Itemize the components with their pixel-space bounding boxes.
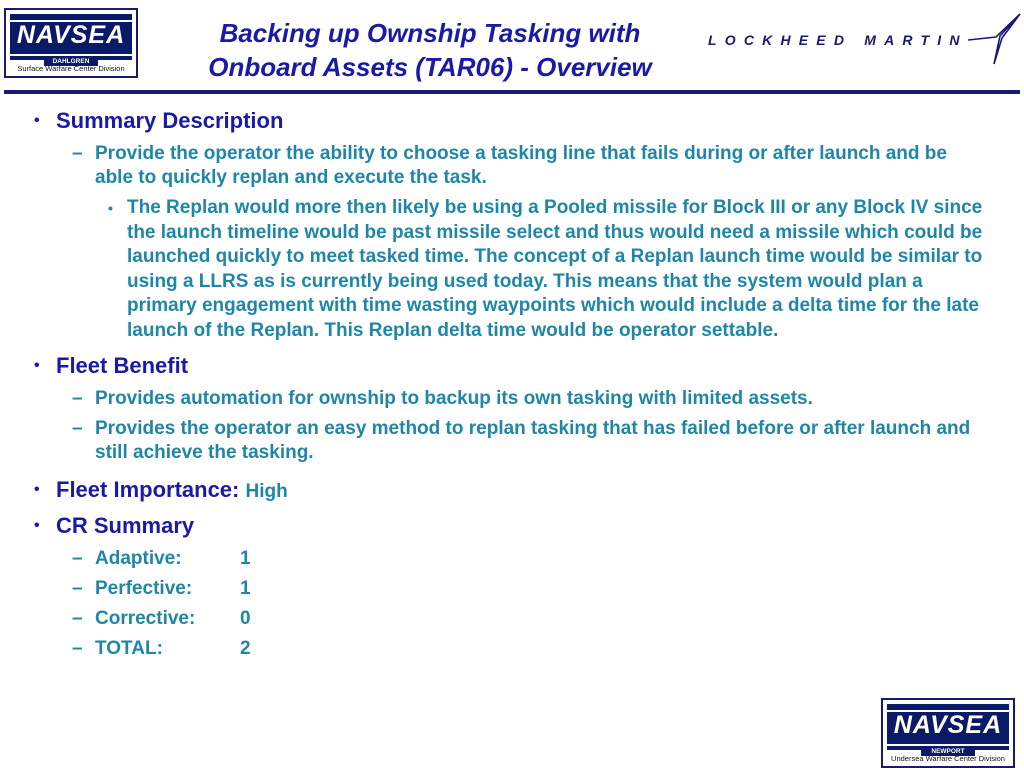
bullet-cr-summary	[0, 513, 1024, 539]
benefit-point: Provides automation for ownship to backup its own tasking with limited assets.	[95, 388, 813, 409]
navsea-logo-field	[887, 704, 1009, 750]
title-line-2: Onboard Assets (TAR06) - Overview	[208, 52, 652, 82]
cr-row	[0, 577, 1024, 601]
heading-cr-summary: CR Summary	[56, 513, 195, 538]
cr-label: TOTAL:	[95, 638, 163, 659]
lockheed-martin-wordmark: LOCKHEED MARTIN	[708, 32, 968, 48]
bullet-dash: –	[72, 608, 83, 629]
bullet-dot: •	[108, 200, 113, 216]
cr-value: 1	[240, 578, 251, 599]
navsea-logo-field	[10, 14, 132, 60]
title-line-1: Backing up Ownship Tasking with	[219, 18, 641, 48]
bullet-dot: •	[34, 112, 40, 129]
logo-word: NAVSEA	[893, 711, 1003, 739]
logo-stripe	[887, 744, 1009, 746]
cr-row	[0, 607, 1024, 631]
slide-title	[160, 16, 700, 84]
bullet-dash: –	[72, 578, 83, 599]
logo-stripe	[10, 54, 132, 56]
cr-row	[0, 547, 1024, 571]
sub-bullet-benefit	[0, 417, 1024, 465]
cr-row	[0, 637, 1024, 661]
navsea-dahlgren-logo	[4, 8, 138, 78]
sub-bullet-benefit	[0, 387, 1024, 411]
bullet-dot: •	[34, 481, 40, 498]
heading-summary: Summary Description	[56, 108, 284, 133]
cr-label: Corrective:	[95, 608, 196, 629]
logo-word: NAVSEA	[16, 21, 126, 49]
logo-division: Surface Warfare Center Division	[17, 64, 125, 73]
bullet-dash: –	[72, 143, 83, 164]
bullet-summary-description	[0, 108, 1024, 134]
lockheed-star-icon	[966, 6, 1022, 66]
bullet-fleet-importance	[0, 477, 1024, 505]
bullet-dash: –	[72, 638, 83, 659]
importance-label: Fleet Importance:	[56, 477, 240, 502]
bullet-dot: •	[34, 517, 40, 534]
lockheed-martin-logo	[708, 6, 1020, 66]
cr-value: 0	[240, 608, 251, 629]
sub-bullet-summary	[0, 142, 1024, 190]
summary-point: Provide the operator the ability to choose a tasking line that fails during or after launch and be able to quickly replan and execute the task.	[95, 143, 947, 188]
cr-label: Adaptive:	[95, 548, 182, 569]
bullet-dot: •	[34, 357, 40, 374]
bullet-dash: –	[72, 548, 83, 569]
sub-sub-bullet-replan	[0, 196, 1024, 343]
heading-benefit: Fleet Benefit	[56, 353, 189, 378]
bullet-dash: –	[72, 418, 83, 439]
navsea-newport-logo	[881, 698, 1015, 768]
logo-tag: NEWPORT	[921, 748, 975, 756]
importance-value: High	[245, 481, 288, 502]
slide-body	[0, 108, 1024, 667]
bullet-fleet-benefit	[0, 353, 1024, 379]
header-rule	[4, 90, 1020, 94]
logo-tag: DAHLGREN	[44, 58, 98, 66]
cr-value: 2	[240, 638, 251, 659]
bullet-dash: –	[72, 388, 83, 409]
benefit-point: Provides the operator an easy method to replan tasking that has failed before or after launch and still achieve the tasking.	[95, 418, 971, 463]
cr-label: Perfective:	[95, 578, 193, 599]
cr-value: 1	[240, 548, 251, 569]
summary-detail: The Replan would more then likely be using a Pooled missile for Block III or any Block IV since the launch timeline would be past missile select and thus would need a missile which could be launched quickly to meet tasked time. The concept of a Replan launch time would be similar to using a LLRS as is currently being used today. This means that the system would plan a primary engagement with time wasting waypoints which would include a delta time for the late launch of the Replan. This Replan delta time would be operator settable.	[127, 197, 983, 341]
logo-division: Undersea Warfare Center Division	[891, 754, 1005, 763]
